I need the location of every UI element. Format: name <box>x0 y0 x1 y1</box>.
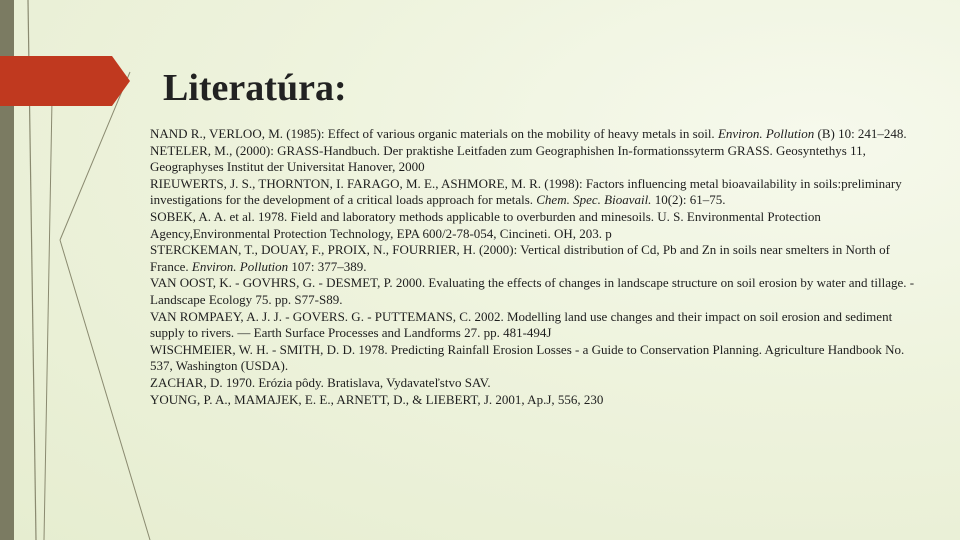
reference-text: ZACHAR, D. 1970. Erózia pôdy. Bratislava, Vydavateľstvo SAV. <box>150 374 491 390</box>
reference-item <box>150 143 920 176</box>
reference-text: RIEUWERTS, J. S., THORNTON, I. FARAGO, M. E., ASHMORE, M. R. (1998): Factors influencing metal bioavailability in soils:preliminary investigations for the development of a critical loads approach for metals. <box>150 175 902 208</box>
reference-item <box>150 209 920 242</box>
reference-item <box>150 176 920 209</box>
reference-text: (B) 10: 241–248. <box>814 126 907 141</box>
reference-text: NETELER, M., (2000): GRASS-Handbuch. Der praktishe Leitfaden zum Geographishen In-formationssyterm GRASS. Geosyntethys 11, Geographyses Institut der Universitat Hanover, 2000 <box>150 142 866 175</box>
reference-text: YOUNG, P. A., MAMAJEK, E. E., ARNETT, D., & LIEBERT, J. 2001, Ap.J, 556, 230 <box>150 391 604 407</box>
reference-item <box>150 392 920 409</box>
reference-journal: Environ. Pollution <box>717 126 815 141</box>
reference-item <box>150 242 920 275</box>
reference-text: VAN OOST, K. - GOVHRS, G. - DESMET, P. 2000. Evaluating the effects of changes in landscape structure on soil erosion by water and tillage. - Landscape Ecology 75. pp. S77-S89. <box>150 275 915 307</box>
reference-text: 107: 377–389. <box>288 258 367 274</box>
title-arrow-icon <box>0 56 132 106</box>
reference-text: VAN ROMPAEY, A. J. J. - GOVERS. G. - PUTTEMANS, C. 2002. Modelling land use changes and their impact on soil erosion and sediment supply to rivers. — Earth Surface Processes and Landforms 27. pp. 481-494J <box>150 308 893 341</box>
reference-list <box>150 126 920 408</box>
reference-item <box>150 126 920 143</box>
reference-journal: Environ. Pollution <box>191 258 289 274</box>
reference-text: WISCHMEIER, W. H. - SMITH, D. D. 1978. Predicting Rainfall Erosion Losses - a Guide to Conservation Planning. Agriculture Handbook No. 537, Washington (USDA). <box>150 341 905 374</box>
reference-item <box>150 342 920 375</box>
reference-text: STERCKEMAN, T., DOUAY, F., PROIX, N., FOURRIER, H. (2000): Vertical distribution of Cd, Pb and Zn in soils near smelters in North of France. <box>150 242 890 274</box>
page-title: Literatúra: <box>163 67 347 109</box>
reference-text: 10(2): 61–75. <box>651 192 726 208</box>
reference-item <box>150 275 920 308</box>
reference-item <box>150 309 920 342</box>
reference-text: NAND R., VERLOO, M. (1985): Effect of various organic materials on the mobility of heavy metals in soil. <box>150 126 718 141</box>
reference-journal: Chem. Spec. Bioavail. <box>536 192 652 208</box>
reference-item <box>150 375 920 392</box>
reference-text: SOBEK, A. A. et al. 1978. Field and laboratory methods applicable to overburden and minesoils. U. S. Environmental Protection Agency,Environmental Protection Technology, EPA 600/2-78-054, Cincineti. OH, 203. p <box>150 208 821 241</box>
